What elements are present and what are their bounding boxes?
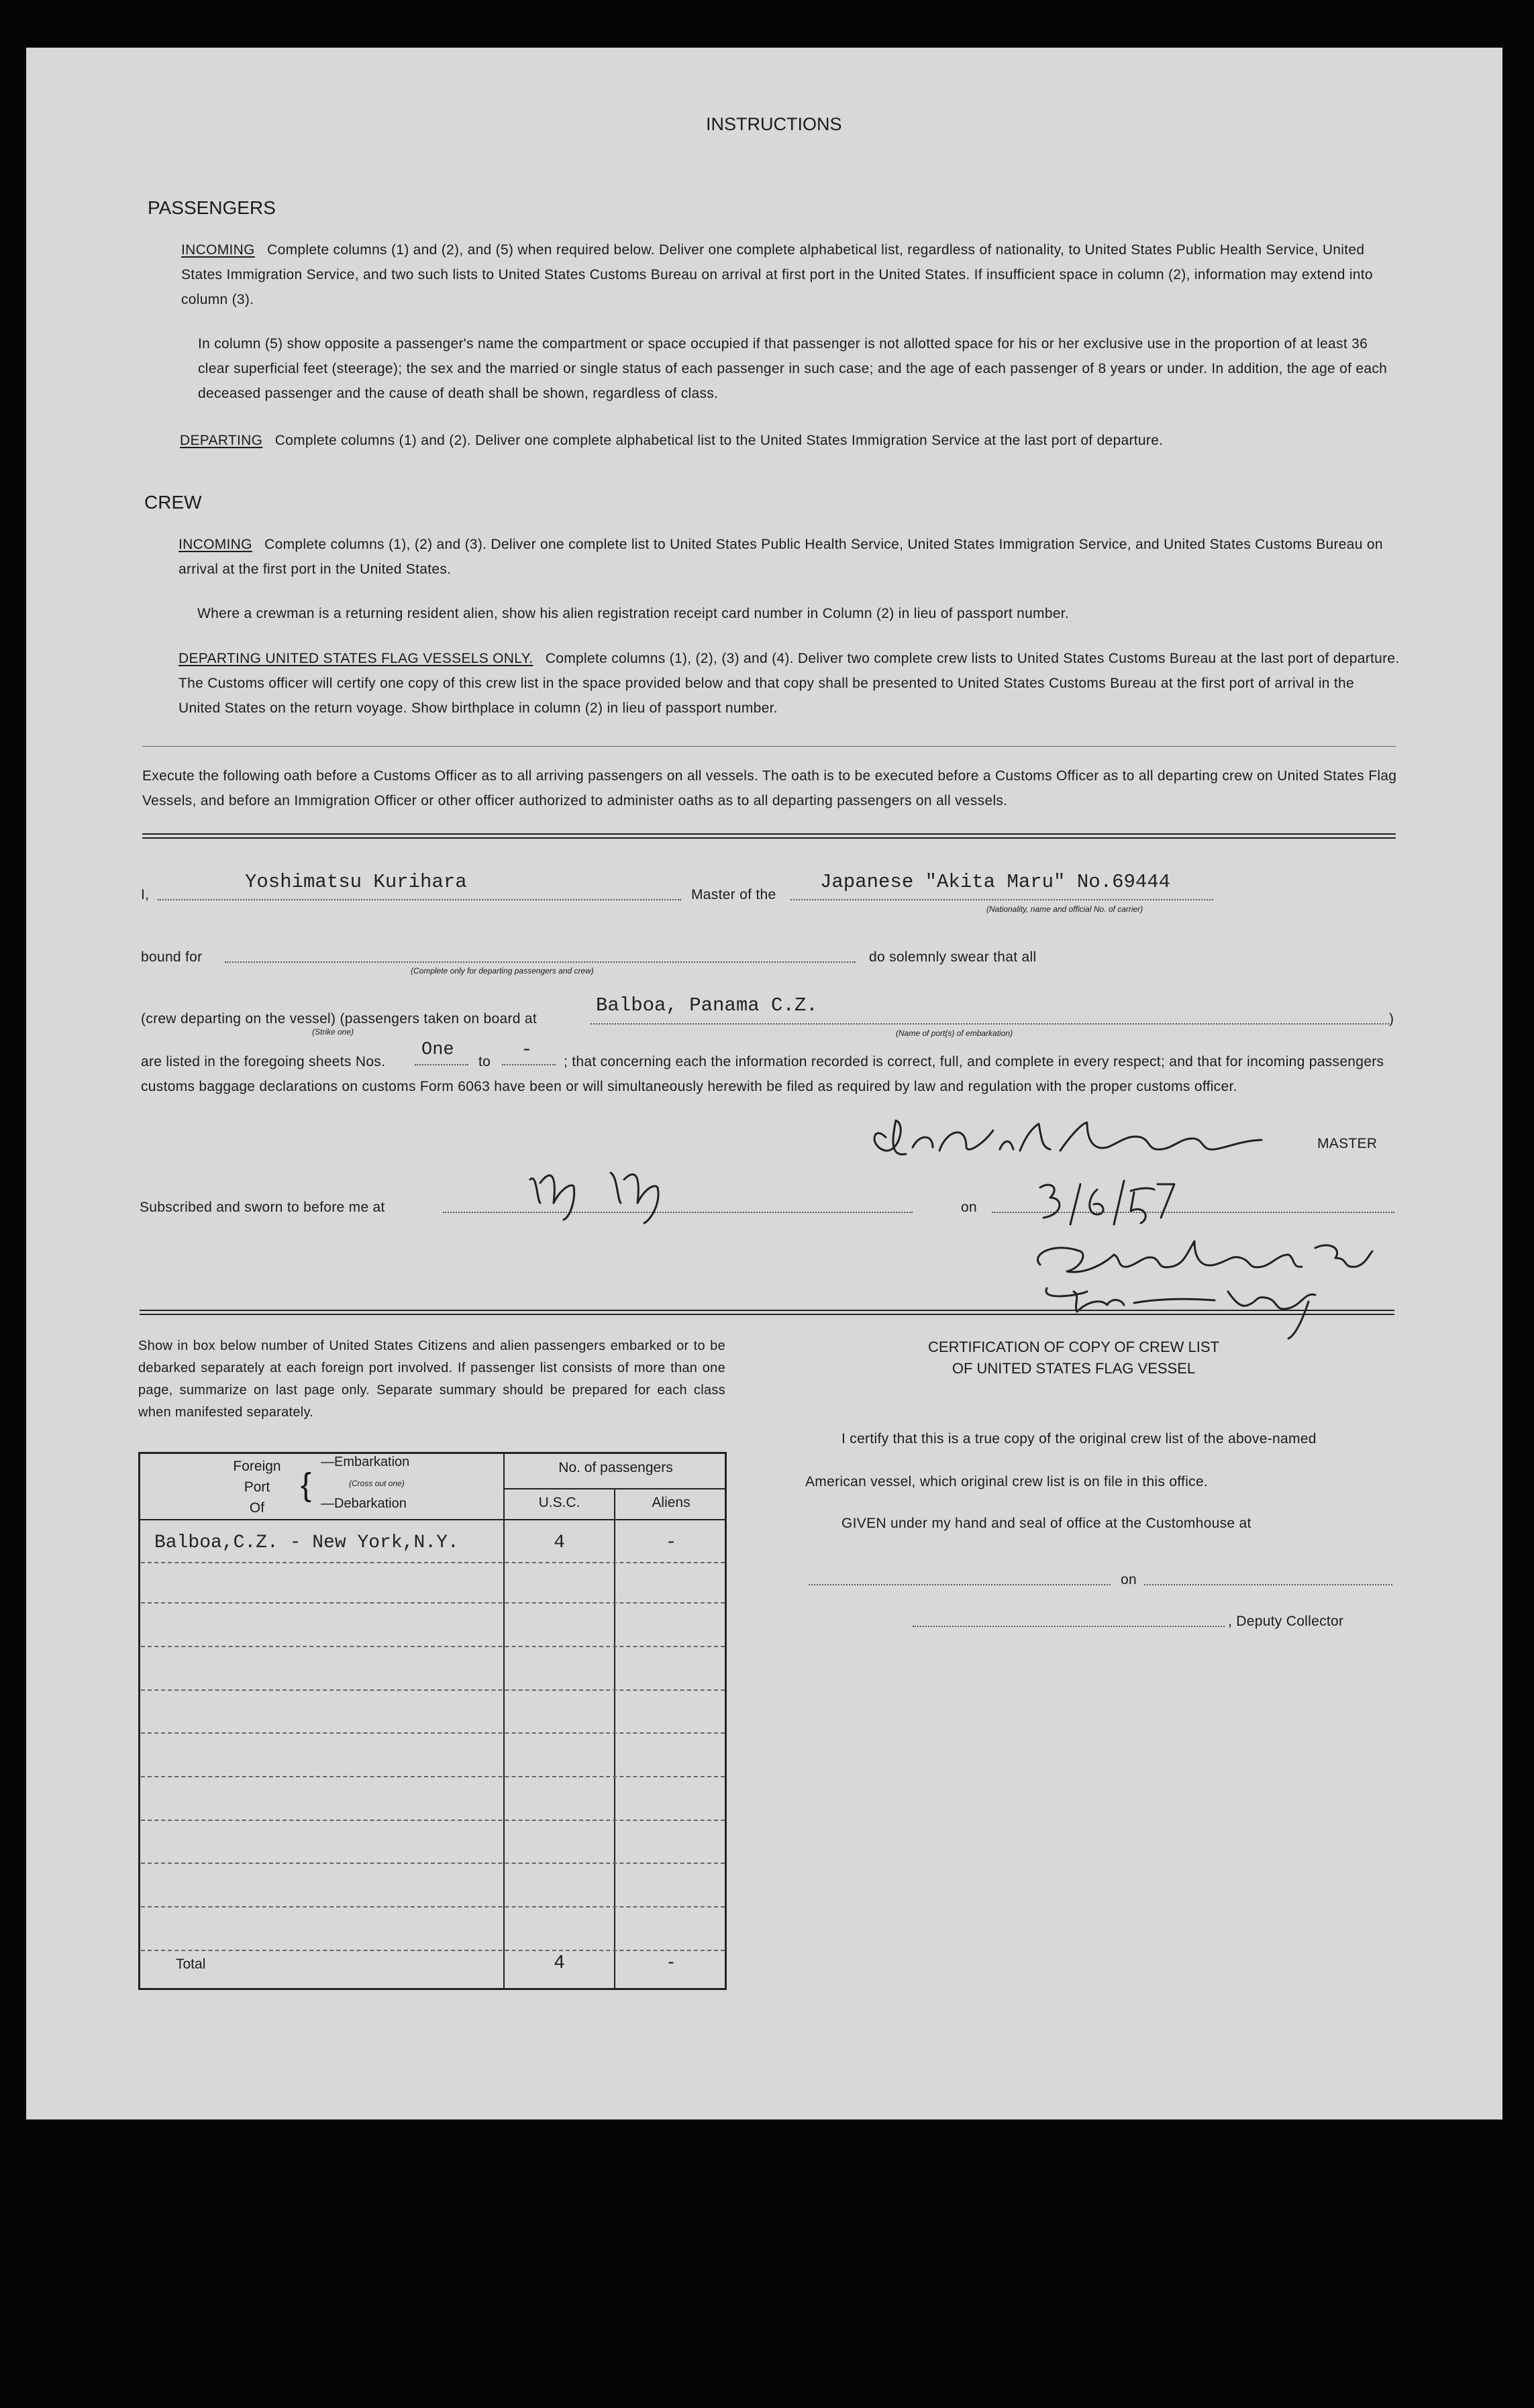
passengers-subheader-divider [503,1488,727,1489]
certification-title [852,1337,1295,1379]
certification-title-line2: OF UNITED STATES FLAG VESSEL [952,1360,1196,1377]
double-rule-top [142,833,1396,835]
master-of-label: Master of the [691,887,776,902]
foreign-port-of-label [213,1456,301,1518]
customhouse-line [809,1584,1111,1585]
certification-title-line1: CERTIFICATION OF COPY OF CREW LIST [928,1339,1219,1355]
passengers-departing-label: DEPARTING [180,433,263,448]
embarkation-label: —Embarkation [321,1455,410,1469]
certification-on-label: on [1121,1572,1137,1587]
total-aliens: - [668,1951,674,1972]
master-name: Yoshimatsu Kurihara [245,871,467,893]
oath-i-label: I, [141,887,150,902]
crew-resident-paragraph: Where a crewman is a returning resident alien, show his alien registration receipt card number in Column (2) in lieu of passport number. [197,606,1070,621]
double-rule-2-bottom [140,1314,1394,1315]
deputy-signature-line [913,1626,1225,1627]
passengers-departing-text: Complete columns (1) and (2). Deliver one complete alphabetical list to the United States Immigration Service at the last port of departure. [274,433,1164,448]
crew-departing-paragraph [178,646,1400,721]
debarkation-label: —Debarkation [321,1496,407,1511]
passengers-incoming-text: Complete columns (1) and (2), and (5) when required below. Deliver one complete alphabetical list, regardless of nationality, to United States Public Health Service, United States Immigration Service, and two such lists to United States Customs Bureau on arrival at first port in the United States. If insufficient space in column (2), information may extend into column (3). [181,242,1373,307]
sworn-on-label: on [961,1200,977,1215]
passengers-column5-paragraph: In column (5) show opposite a passenger's name the compartment or space occupied if that passenger is not allotted space for his or her exclusive use in the proportion of at least 36 clear superficial feet (steerage); the sex and the married or single status of each passenger in such case; and the age of each passenger of 8 years or under. In addition, the age of each deceased passenger and the cause of death shall be shown, regardless of class. [198,336,1388,401]
oath-intro: Execute the following oath before a Customs Officer as to all arriving passengers on all vessels. The oath is to be executed before a Customs Officer as to all departing crew on United States Flag Vessels, and before an Immigration Officer or other officer authorized to administer oaths as to all departing passengers on all vessels. [142,768,1397,808]
vessel-name: Japanese "Akita Maru" No.69444 [820,871,1171,893]
aliens-header: Aliens [652,1495,691,1510]
port-line [591,1023,1389,1025]
listed-rest: ; that concerning each the information recorded is correct, full, and complete in every respect; and that for incoming passengers customs baggage declarations on customs Form 6063 have been or will simultaneously herewith be filed as required by law and regulation with the proper customs officer. [141,1054,1384,1094]
aliens-column-divider [614,1488,615,1990]
brace-symbol: { [301,1467,312,1503]
header-bottom-rule [138,1519,727,1520]
cross-out-note: (Cross out one) [349,1479,405,1488]
subscribed-label: Subscribed and sworn to before me at [140,1200,385,1215]
summary-instructions: Show in box below number of United States Citizens and alien passengers embarked or to be debarked separately at each foreign port involved. If passenger list consists of more than one page, summarize on last page only. Separate summary should be prepared for each class when manifested separately. [138,1339,725,1420]
sheet-to: - [521,1039,533,1061]
deputy-collector-label: , Deputy Collector [1228,1614,1344,1629]
row-line [141,1646,725,1647]
double-rule-2-top [140,1310,1394,1311]
vessel-line [790,899,1213,900]
sworn-date-handwriting [1033,1177,1201,1228]
crew-heading: CREW [144,492,202,513]
passengers-incoming-label: INCOMING [181,242,255,258]
to-label: to [478,1054,491,1069]
row-line [141,1732,725,1734]
passengers-departing-paragraph [180,428,1401,453]
certification-text1: I certify that this is a true copy of the original crew list of the above-named [841,1431,1317,1447]
port-label: Port [244,1479,270,1495]
total-usc: 4 [554,1951,565,1972]
embarkation-port: Balboa, Panama C.Z. [596,994,818,1016]
master-label: MASTER [1317,1136,1378,1151]
master-signature [866,1110,1302,1164]
summary-row-usc: 4 [554,1532,565,1553]
officer-signature [1027,1228,1402,1342]
bound-for-line [225,961,856,963]
foreign-label: Foreign [233,1459,281,1474]
row-line [141,1776,725,1777]
double-rule-bottom [142,837,1396,839]
bound-for-label: bound for [141,949,203,965]
strike-note: (Strike one) [312,1027,354,1037]
listed-label: are listed in the foregoing sheets Nos. [141,1054,386,1069]
sheet-from: One [421,1040,454,1060]
certification-date-line [1144,1584,1392,1585]
sworn-place-handwriting [523,1153,752,1226]
crew-departing-label: DEPARTING UNITED STATES FLAG VESSELS ONLY. [178,651,533,666]
crew-incoming-label: INCOMING [178,537,252,552]
crew-departing-text: (crew departing on the vessel) (passengers taken on board at [141,1011,537,1027]
port-note: (Name of port(s) of embarkation) [896,1029,1013,1038]
vessel-note: (Nationality, name and official No. of carrier) [986,904,1143,914]
passengers-incoming-paragraph [181,238,1399,312]
crew-incoming-text: Complete columns (1), (2) and (3). Deliver one complete list to United States Public Health Service, United States Immigration Service, and United States Customs Bureau on arrival at the first port in the United States. [178,537,1383,577]
page-title: INSTRUCTIONS [706,114,842,134]
row-line [141,1906,725,1907]
divider [142,746,1396,747]
passengers-heading: PASSENGERS [148,197,276,218]
row-line [141,1820,725,1821]
certification-text2: American vessel, which original crew list is on file in this office. [805,1474,1209,1489]
swear-text: do solemnly swear that all [869,949,1037,965]
master-name-line [158,899,681,900]
no-of-passengers-header: No. of passengers [558,1460,673,1475]
crew-incoming-paragraph [178,532,1400,582]
summary-row-port: Balboa,C.Z. - New York,N.Y. [154,1532,459,1553]
row-line [141,1562,725,1563]
summary-row-aliens: - [665,1532,677,1553]
total-label: Total [176,1956,206,1972]
certification-text3: GIVEN under my hand and seal of office at the Customhouse at [841,1516,1251,1531]
crew-departing-text: Complete columns (1), (2), (3) and (4). Deliver two complete crew lists to United States Customs Bureau at the last port of departure. The Customs officer will certify one copy of this crew list in the space provided below and that copy shall be presented to United States Customs Bureau at the first port of arrival in the United States on the return voyage. Show birthplace in column (2) in lieu of passport number. [178,651,1400,716]
close-paren: ) [1389,1011,1394,1027]
row-line [141,1689,725,1691]
usc-header: U.S.C. [538,1495,580,1510]
bound-for-note: (Complete only for departing passengers and crew) [411,966,594,976]
row-line [141,1863,725,1864]
of-label: Of [249,1500,265,1516]
row-line [141,1602,725,1604]
